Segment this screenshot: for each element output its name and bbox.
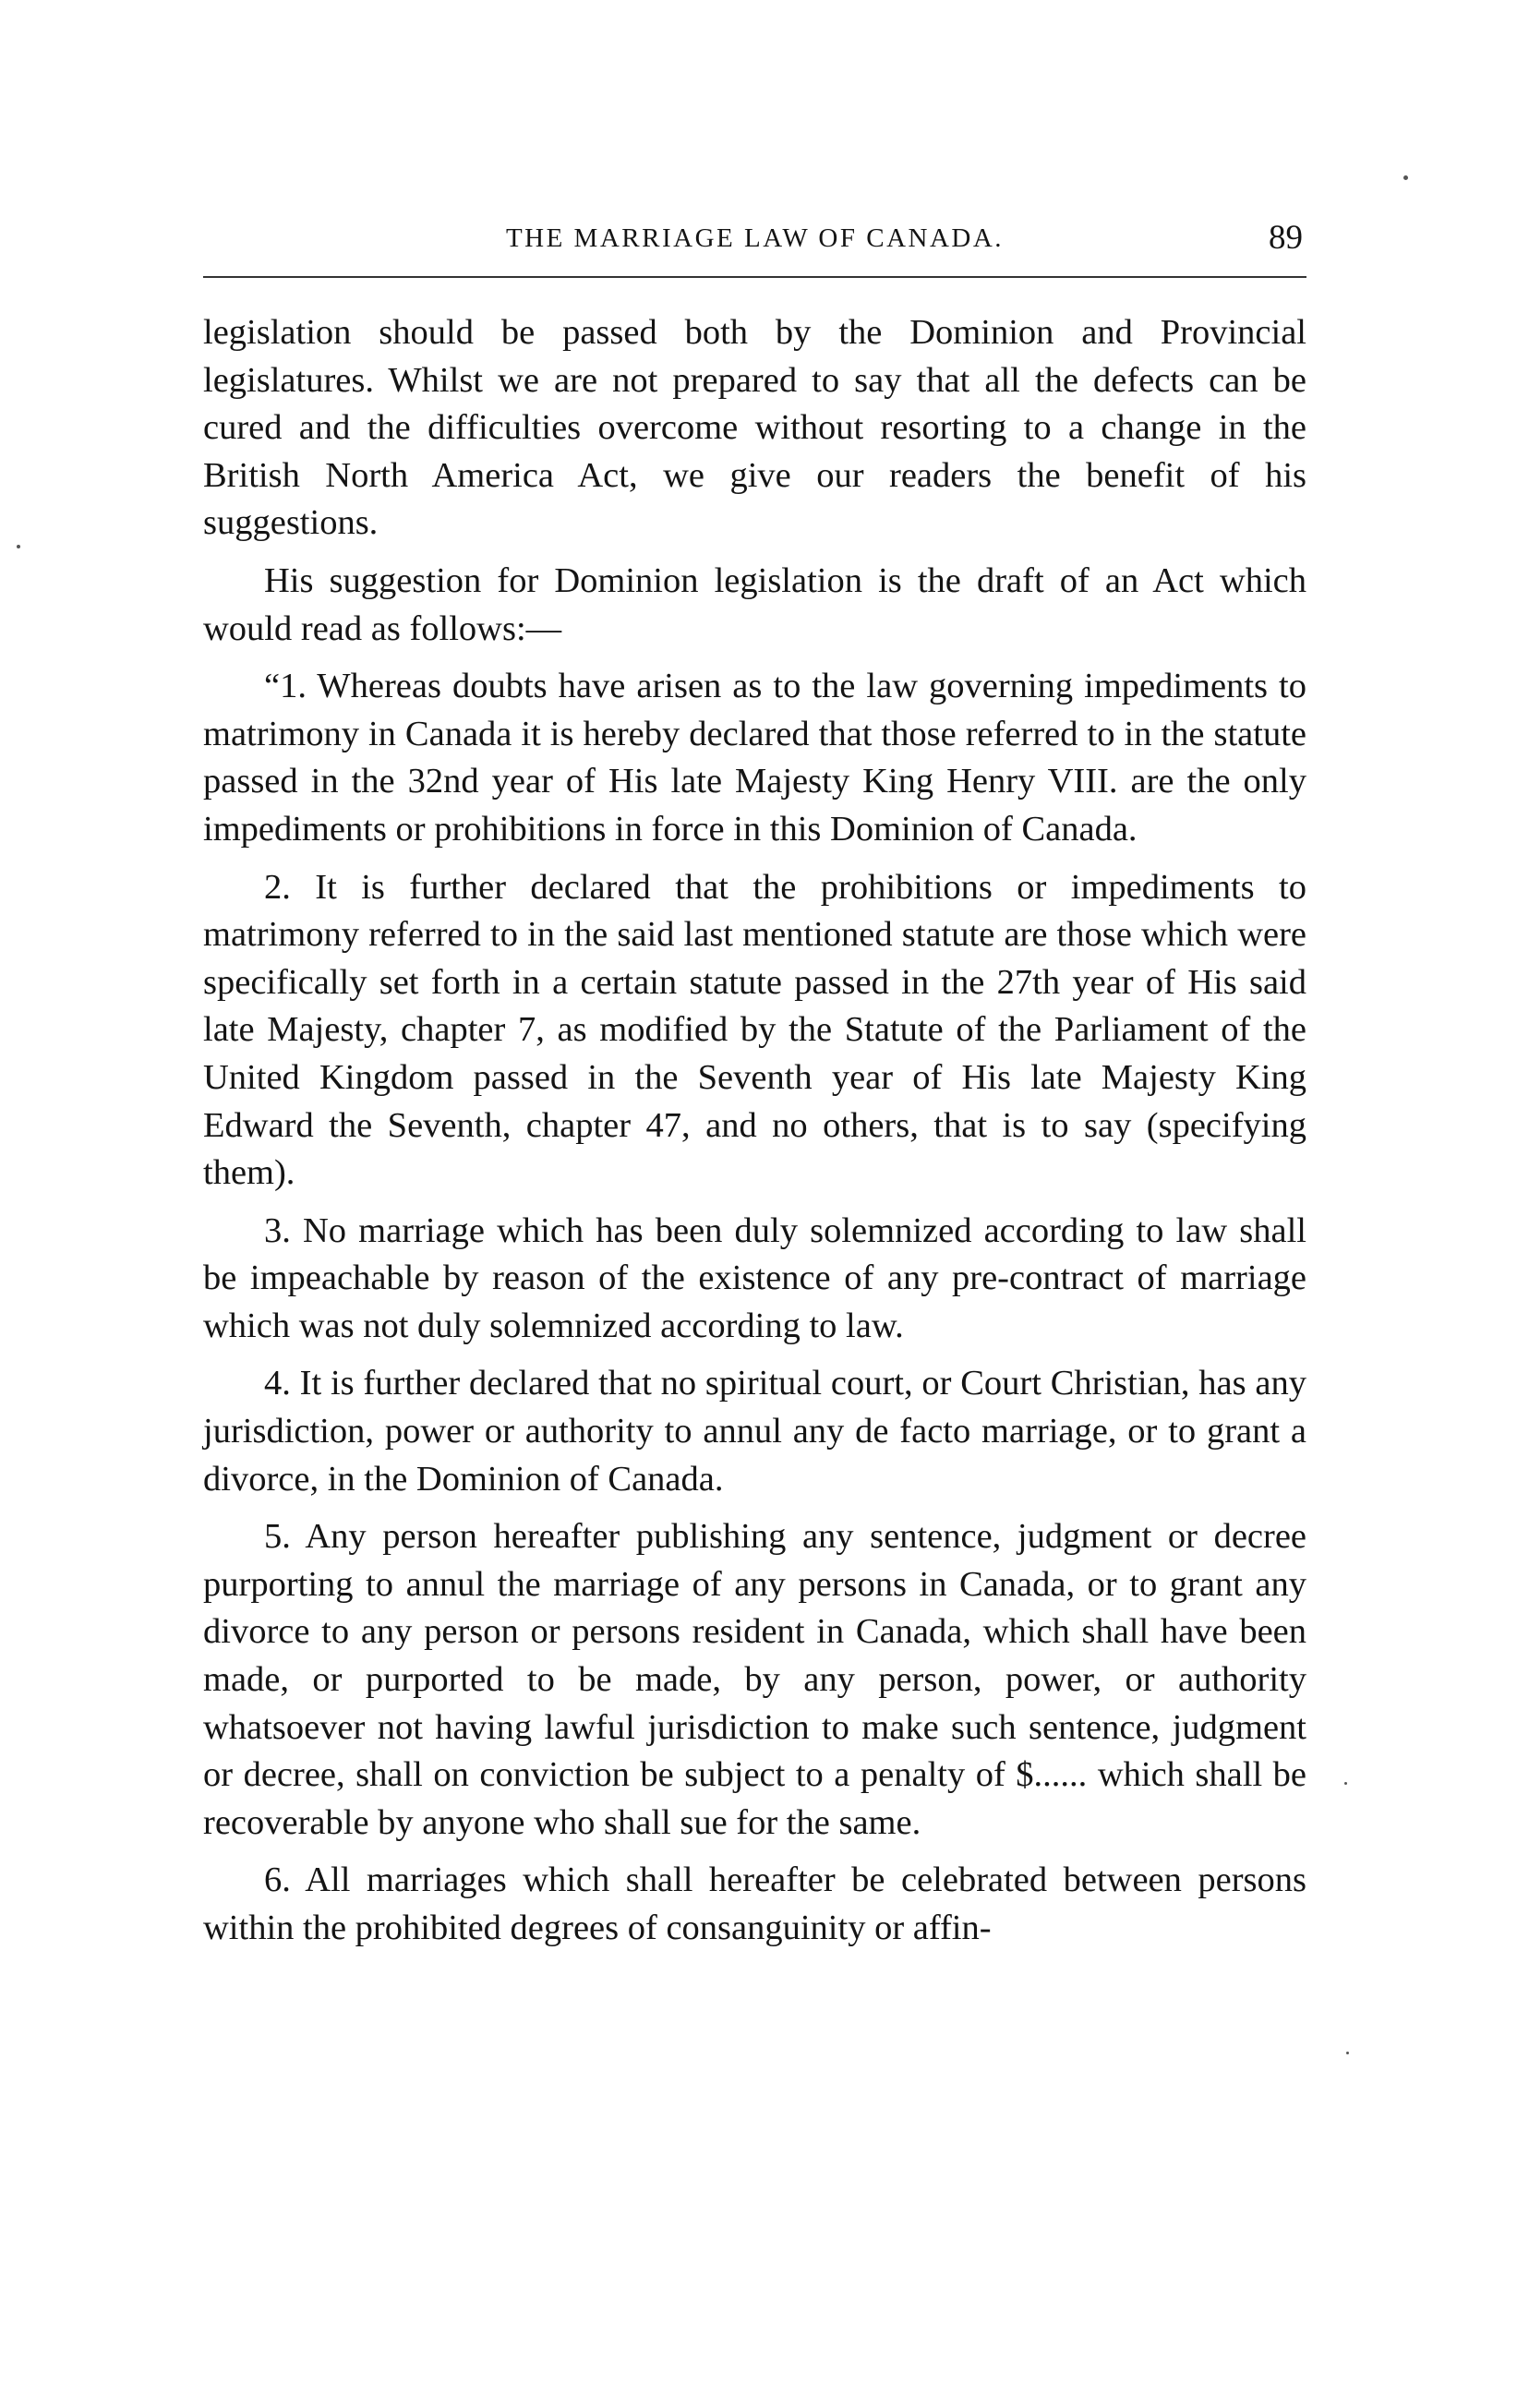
scan-speck [17,545,20,548]
paragraph-section-1: “1. Whereas doubts have arisen as to the law governing impediments to matrimony in Canada it is hereby declared that those referred to in the statute passed in the 32nd year of His late Majesty King Henry VIII. are the only impediments or prohibitions in force in this Dominion of Canada. [203,667,1306,849]
page-number: 89 [1269,219,1303,257]
paragraph-continuation: legislation should be passed both by the Dominion and Provincial legislatures. Whilst we are not prepared to say that all the defects can be cured and the difficulties overcome without resorting to a change in the British North America Act, we give our readers the benefit of his suggestions. [203,313,1306,543]
running-title: THE MARRIAGE LAW OF CANADA. [505,223,1005,253]
running-head [203,218,1306,264]
paragraph-section-5: 5. Any person hereafter publishing any sentence, judgment or decree purporting to annul the marriage of any persons in Canada, or to grant any divorce to any person or persons resident in Canada, which shall have been made, or purported to be made, by any person, power, or authority whatsoever not having lawful jurisdiction to make such sentence, judgment or decree, shall on conviction be subject to a penalty of $...... which shall be recoverable by anyone who shall sue for the same. [203,1517,1306,1842]
paragraph-section-6: 6. All marriages which shall hereafter be celebrated between persons within the prohibited degrees of consanguinity or affin- [203,1860,1306,1947]
paragraph-draft-act-intro: His suggestion for Dominion legislation is the draft of an Act which would read as follows:— [203,560,1306,648]
paragraph-section-2: 2. It is further declared that the prohibitions or impediments to matrimony referred to in the said last mentioned statute are those which were specifically set forth in a certain statute passed in the 27th year of His said late Majesty, chapter 7, as modified by the Statute of the Parliament of the United Kingdom passed in the Seventh year of His late Majesty King Edward the Seventh, chapter 47, and no others, that is to say (specifying them). [203,867,1306,1193]
paragraph-section-4: 4. It is further declared that no spiritual court, or Court Christian, has any jurisdiction, power or authority to annul any de facto marriage, or to grant a divorce, in the Dominion of Canada. [203,1364,1306,1499]
body-text [203,309,1306,1963]
paragraph-section-3: 3. No marriage which has been duly solemnized according to law shall be impeachable by reason of the existence of any pre-contract of marriage which was not duly solemnized according to law. [203,1210,1306,1345]
header-rule [203,276,1306,278]
scan-speck [1346,2052,1349,2054]
scan-speck [1344,1782,1347,1785]
scan-speck [1403,175,1408,180]
